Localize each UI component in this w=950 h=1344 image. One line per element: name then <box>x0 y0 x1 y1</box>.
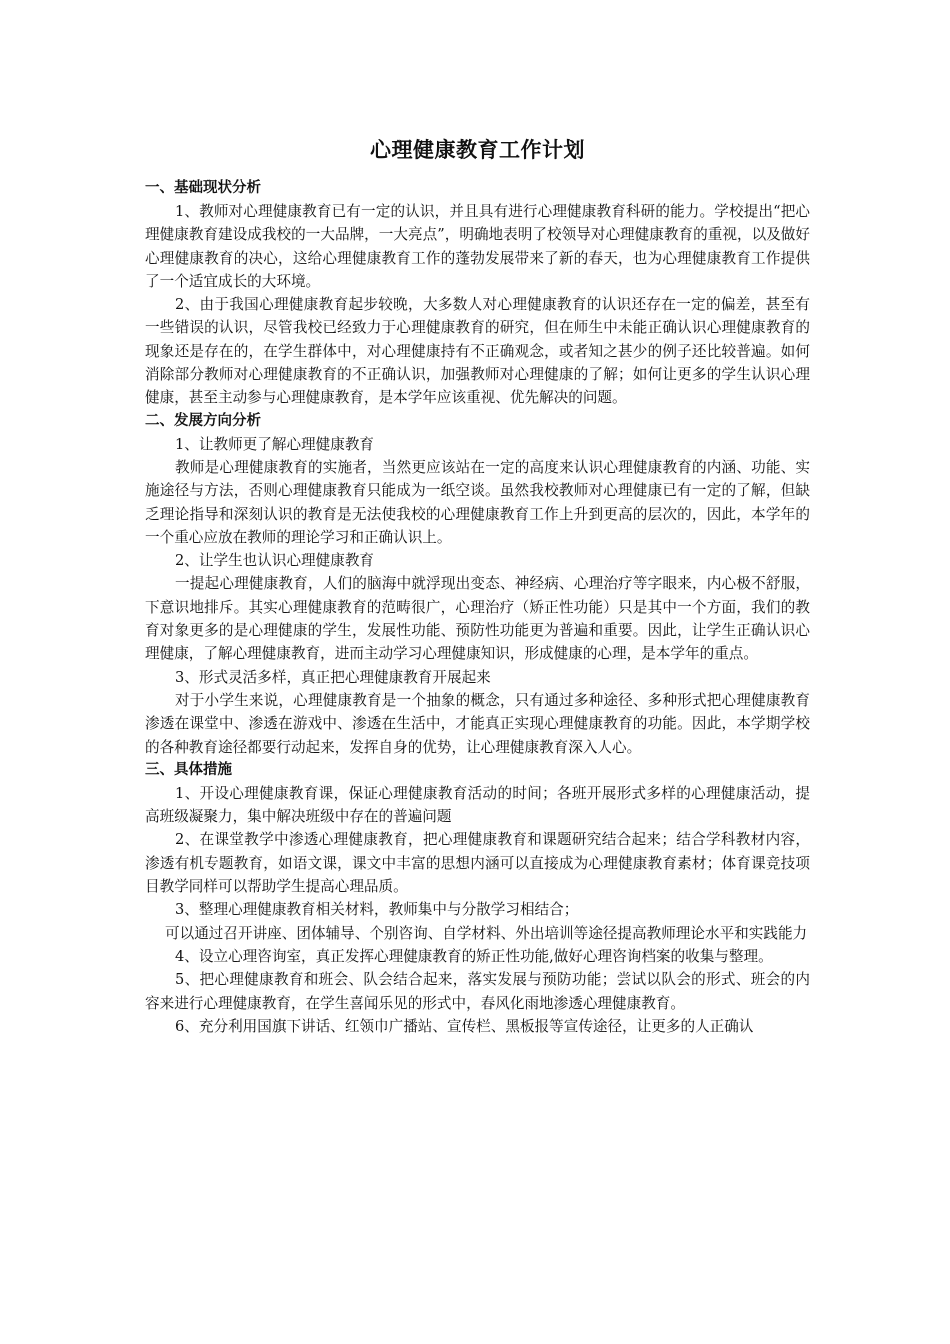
subheading: 1、让教师更了解心理健康教育 <box>175 435 375 453</box>
section-heading: 三、具体措施 <box>145 761 232 778</box>
paragraph: 1、教师对心理健康教育已有一定的认识，并且具有进行心理健康教育科研的能力。学校提出“把心理健康教育建设成我校的一大品牌，一大亮点”，明确地表明了校领导对心理健康教育的重视，以及做好心理健康教育的决心，这给心理健康教育工作的蓬勃发展带来了新的春天，也为心理健康教育工作提供了一个适宜成长的大环境。 <box>145 203 810 290</box>
paragraph: 教师是心理健康教育的实施者，当然更应该站在一定的高度来认识心理健康教育的内涵、功能、实施途径与方法，否则心理健康教育只能成为一纸空谈。虽然我校教师对心理健康已有一定的了解，但缺乏理论指导和深刻认识的教育是无法使我校的心理健康教育工作上升到更高的层次的，因此，本学年的一个重心应放在教师的理论学习和正确认识上。 <box>145 458 810 546</box>
section-basic-analysis <box>145 177 810 410</box>
paragraph: 2、由于我国心理健康教育起步较晚，大多数人对心理健康教育的认识还存在一定的偏差，甚至有一些错误的认识，尽管我校已经致力于心理健康教育的研究，但在师生中未能正确认识心理健康教育的现象还是存在的，在学生群体中，对心理健康持有不正确观念，或者知之甚少的例子还比较普遍。如何消除部分教师对心理健康教育的不正确认识，加强教师对心理健康的了解；如何让更多的学生认识心理健康，甚至主动参与心理健康教育，是本学年应该重视、优先解决的问题。 <box>145 296 810 407</box>
measure-item: 2、在课堂教学中渗透心理健康教育，把心理健康教育和课题研究结合起来；结合学科教材内容，渗透有机专题教育，如语文课，课文中丰富的思想内涵可以直接成为心理健康教育素材；体育课竞技项目教学同样可以帮助学生提高心理品质。 <box>145 831 810 896</box>
subheading: 2、让学生也认识心理健康教育 <box>175 552 375 570</box>
measure-detail: 可以通过召开讲座、团体辅导、个别咨询、自学材料、外出培训等途径提高教师理论水平和实践能力 <box>165 924 808 942</box>
measure-item: 1、开设心理健康教育课，保证心理健康教育活动的时间；各班开展形式多样的心理健康活动，提高班级凝聚力，集中解决班级中存在的普遍问题 <box>145 784 810 826</box>
measure-item: 4、设立心理咨询室，真正发挥心理健康教育的矫正性功能,做好心理咨询档案的收集与整理。 <box>175 947 773 965</box>
paragraph: 一提起心理健康教育，人们的脑海中就浮现出变态、神经病、心理治疗等字眼来，内心极不舒服，下意识地排斥。其实心理健康教育的范畴很广，心理治疗（矫正性功能）只是其中一个方面，我们的教育对象更多的是心理健康的学生，发展性功能、预防性功能更为普遍和重要。因此，让学生正确认识心理健康，了解心理健康教育，进而主动学习心理健康知识，形成健康的心理，是本学年的重点。 <box>145 575 810 663</box>
subheading: 3、形式灵活多样，真正把心理健康教育开展起来 <box>175 668 491 686</box>
measure-item: 6、充分利用国旗下讲话、红领巾广播站、宣传栏、黑板报等宣传途径，让更多的人正确认 <box>175 1017 754 1035</box>
document-title: 心理健康教育工作计划 <box>370 138 585 162</box>
section-heading: 一、基础现状分析 <box>145 180 261 196</box>
paragraph: 对于小学生来说，心理健康教育是一个抽象的概念，只有通过多种途径、多种形式把心理健康教育渗透在课堂中、渗透在游戏中、渗透在生活中，才能真正实现心理健康教育的功能。因此，本学期学校的各种教育途径都要行动起来，发挥自身的优势，让心理健康教育深入人心。 <box>145 691 810 756</box>
section-heading: 二、发展方向分析 <box>145 412 261 429</box>
document-page <box>145 128 810 1038</box>
measure-item: 3、整理心理健康教育相关材料，教师集中与分散学习相结合； <box>175 901 579 919</box>
measure-item: 5、把心理健康教育和班会、队会结合起来，落实发展与预防功能；尝试以队会的形式、班会的内容来进行心理健康教育，在学生喜闻乐见的形式中，春风化雨地渗透心理健康教育。 <box>145 971 810 1012</box>
section-measures <box>145 759 810 1038</box>
section-direction-analysis <box>145 410 810 759</box>
